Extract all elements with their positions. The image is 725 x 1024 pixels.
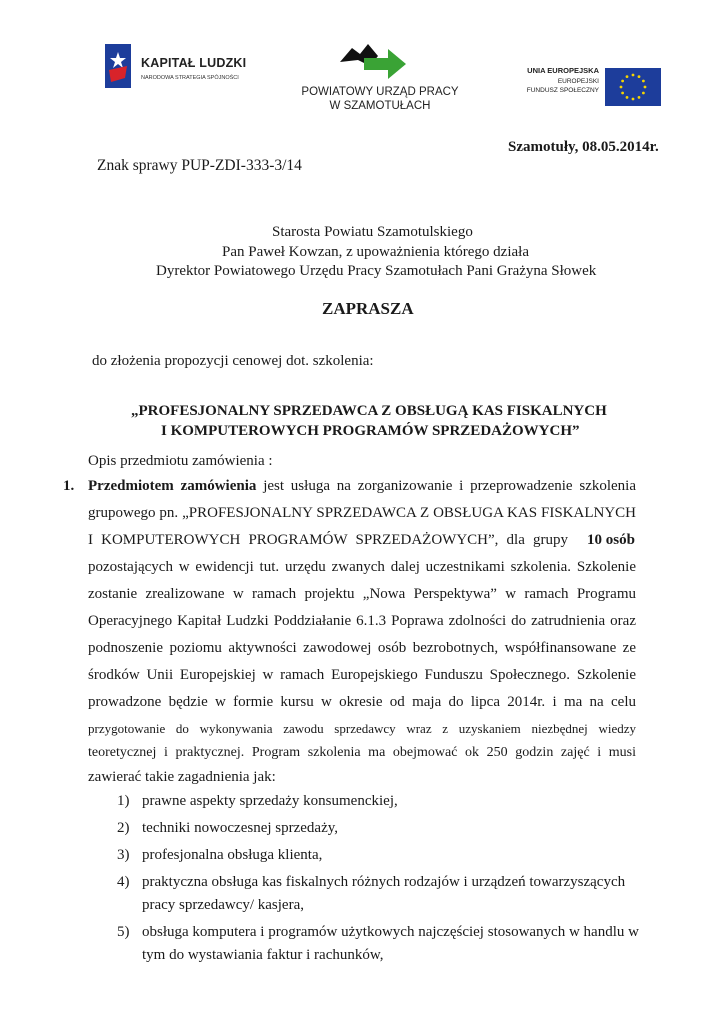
list-item: praktyczna obsługa kas fiskalnych różnych rodzajów i urządzeń towarzyszących (142, 874, 626, 890)
list-item: prawne aspekty sprzedaży konsumenckiej, (142, 793, 398, 809)
pup-name-line1: POWIATOWY URZĄD PRACY (301, 86, 459, 98)
section-line: teoretycznej i praktycznej. Program szkolenia ma obejmować ok 250 godzin zajęć i musi (88, 745, 636, 760)
case-reference: Znak sprawy PUP-ZDI-333-3/14 (97, 157, 302, 174)
section-line (88, 477, 636, 495)
kapital-ludzki-title: KAPITAŁ LUDZKI (141, 56, 247, 70)
section-line: Operacyjnego Kapitał Ludzki Poddziałanie 6.1.3 Poprawa zdolności do zatrudnienia oraz (88, 613, 636, 629)
section-line: prowadzone będzie w formie kursu w okresie od maja do lipca 2014r. i ma na celu (88, 694, 636, 710)
description-label: Opis przedmiotu zamówienia : (88, 453, 273, 469)
header-logo-bar (95, 34, 685, 122)
addressee-line: Starosta Powiatu Szamotulskiego (272, 224, 473, 240)
section-line-text: jest usługa na zorganizowanie i przeprowadzenie szkolenia (256, 478, 636, 494)
list-item-continuation: pracy sprzedawcy/ kasjera, (142, 897, 304, 913)
list-item: techniki nowoczesnej sprzedaży, (142, 820, 339, 836)
kapital-ludzki-emblem-icon (105, 44, 131, 88)
pup-logo (295, 40, 465, 120)
section-line: grupowego pn. „PROFESJONALNY SPRZEDAWCA Z OBSŁUGA KAS FISKALNYCH (88, 505, 636, 521)
eu-logo (515, 60, 675, 110)
section-line: zawierać takie zagadnienia jak: (88, 769, 276, 785)
list-item-number: 1) (117, 793, 130, 809)
list-item-number: 2) (117, 820, 130, 836)
pup-arrow-emblem-icon (338, 40, 408, 82)
eu-title: UNIA EUROPEJSKA (527, 66, 599, 75)
training-title-line1: „PROFESJONALNY SPRZEDAWCA Z OBSŁUGĄ KAS FISKALNYCH (131, 403, 607, 419)
section-line: zostanie zrealizowane w ramach projektu „Nowa Perspektywa” w ramach Programu (88, 586, 636, 602)
eu-fund-line1: EUROPEJSKI (557, 78, 599, 85)
section-line: pozostających w ewidencji tut. urzędu zwanych dalej uczestnikami szkolenia. Szkolenie (88, 559, 636, 575)
addressee-line: Pan Paweł Kowzan, z upoważnienia którego działa (222, 244, 529, 260)
kapital-ludzki-subtitle: NARODOWA STRATEGIA SPÓJNOŚCI (141, 75, 239, 81)
section-line: podnoszenie poziomu aktywności zawodowej osób bezrobotnych, współfinansowane ze (88, 640, 636, 656)
section-line: I KOMPUTEROWYCH PROGRAMÓW SPRZEDAŻOWYCH”, dla grupy (88, 532, 568, 548)
invitation-heading: ZAPRASZA (322, 299, 414, 318)
group-size: 10 osób (587, 532, 635, 548)
addressee-line: Dyrektor Powiatowego Urzędu Pracy Szamotułach Pani Grażyna Słowek (156, 263, 597, 279)
list-item-number: 5) (117, 924, 130, 940)
list-item-number: 3) (117, 847, 130, 863)
section-line: przygotowanie do wykonywania zawodu sprzedawcy wraz z uzyskaniem niezbędnej wiedzy (88, 721, 636, 736)
list-item-number: 4) (117, 874, 130, 890)
list-item: profesjonalna obsługa klienta, (142, 847, 323, 863)
pup-name-line2: W SZAMOTUŁACH (329, 100, 431, 112)
section-number: 1. (63, 478, 75, 494)
list-item-continuation: tym do wystawiania faktur i rachunków, (142, 947, 384, 963)
eu-fund-line2: FUNDUSZ SPOŁECZNY (526, 87, 599, 94)
section-lead: Przedmiotem zamówienia (88, 478, 257, 494)
training-title-line2: I KOMPUTEROWYCH PROGRAMÓW SPRZEDAŻOWYCH” (161, 423, 580, 439)
section-line: środków Unii Europejskiej w ramach Europejskiego Funduszu Społecznego. Szkolenie (88, 667, 636, 683)
intro-text: do złożenia propozycji cenowej dot. szkolenia: (92, 353, 374, 369)
eu-flag-icon (605, 68, 661, 106)
kapital-ludzki-logo (105, 44, 265, 92)
list-item: obsługa komputera i programów użytkowych najczęściej stosowanych w handlu w (142, 924, 639, 940)
place-date: Szamotuły, 08.05.2014r. (508, 139, 659, 155)
